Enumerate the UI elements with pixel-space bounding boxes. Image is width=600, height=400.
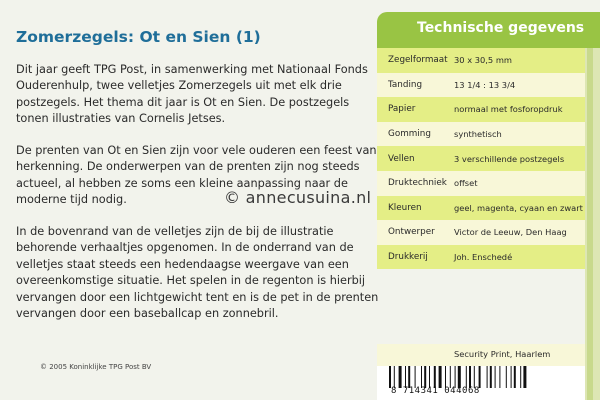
table-row [377, 97, 585, 122]
table-row [377, 122, 585, 147]
row-label: Papier [388, 104, 416, 115]
barcode-bar [405, 366, 406, 388]
barcode-bar [434, 366, 436, 388]
table-row [377, 220, 585, 245]
barcode-bar [499, 366, 500, 388]
table-row [377, 245, 585, 270]
barcode-bar [469, 366, 471, 388]
barcode-bar [506, 366, 507, 388]
barcode-bar [511, 366, 512, 388]
barcode-bar [523, 366, 526, 388]
table-row [377, 171, 585, 196]
row-label: Druktechniek [388, 178, 447, 189]
technical-header [377, 12, 600, 48]
row-value: offset [454, 178, 478, 189]
barcode-bar [455, 366, 456, 388]
row-label: Zegelformaat [388, 55, 448, 66]
barcode-bar [458, 366, 461, 388]
paragraph-intro: Dit jaar geeft TPG Post, in samenwerking met Nationaal Fonds Ouderenhulp, twee velletjes Zomerzegels uit met elk drie postzegels. Het thema dit jaar is Ot en Sien. De postzegels tonen illustraties van Cornelis Jetses. [16, 63, 368, 126]
row-value: Security Print, Haarlem [454, 349, 551, 359]
technical-title: Technische gegevens [417, 20, 585, 36]
row-label: Drukkerij [388, 252, 428, 263]
row-value: 30 x 30,5 mm [454, 55, 513, 66]
copyright-notice: © 2005 Koninklijke TPG Post BV [40, 363, 152, 371]
technical-table [377, 48, 585, 269]
row-value: Victor de Leeuw, Den Haag [454, 227, 567, 238]
table-row [377, 146, 585, 171]
barcode-bar [421, 366, 422, 388]
barcode-bar [487, 366, 488, 388]
table-row [377, 196, 585, 221]
barcode-bar [474, 366, 475, 388]
barcode-bar [445, 366, 446, 388]
row-value: 3 verschillende postzegels [454, 153, 565, 164]
technical-panel [377, 0, 600, 400]
barcode-bar [520, 366, 521, 388]
barcode-bar [429, 366, 430, 388]
paragraph-prints: De prenten van Ot en Sien zijn voor vele ouderen een feest van herkenning. De onderwerpen van de prenten zijn nog steeds actueel, al hebben ze soms een kleine aanpassing naar de moderne tijd nodig. [16, 144, 377, 207]
page-title: Zomerzegels: Ot en Sien (1) [16, 28, 261, 46]
row-value: 13 1/4 : 13 3/4 [454, 79, 516, 90]
barcode-bar [408, 366, 410, 388]
row-label: Tanding [388, 79, 423, 90]
paragraph-borders: In de bovenrand van de velletjes zijn de bij de illustratie behorende verhaaltjes opgenomen. In de onderrand van de velletjes staat steeds een hedendaagse weergave van een overeenkomstige situatie. Het spelen in de regenton is hierbij vervangen door een lichtgewicht tent en is de pet in de prenten vervangen door een baseballcap en zonnebril. [16, 225, 379, 321]
barcode-bar [450, 366, 451, 388]
barcode-bar [439, 366, 442, 388]
barcode-graphic [389, 366, 569, 388]
row-value: Joh. Enschedé [454, 252, 513, 263]
row-label: Vellen [388, 153, 415, 164]
barcode-bar [394, 366, 395, 388]
barcode-bar [399, 366, 402, 388]
barcode-bar [495, 366, 496, 388]
barcode-bar [389, 366, 391, 388]
table-row-continuation [377, 344, 585, 366]
row-label: Gomming [388, 129, 431, 140]
table-row [377, 73, 585, 98]
row-value: normaal met fosforopdruk [454, 104, 563, 115]
barcode-bar [424, 366, 426, 388]
row-label: Ontwerper [388, 227, 435, 238]
row-label: Kleuren [388, 202, 422, 213]
row-value: geel, magenta, cyaan en zwart [454, 202, 583, 213]
barcode-bar [466, 366, 467, 388]
barcode-bar [490, 366, 492, 388]
row-value: synthetisch [454, 129, 502, 140]
barcode-bar [415, 366, 416, 388]
barcode-bar [514, 366, 516, 388]
barcode-number: 8 714341 044068 [391, 386, 480, 396]
watermark: © annecusuina.nl [224, 188, 372, 207]
table-row [377, 48, 585, 73]
barcode-area [377, 366, 585, 400]
barcode-bar [479, 366, 481, 388]
panel-edge-stripe [587, 48, 593, 400]
